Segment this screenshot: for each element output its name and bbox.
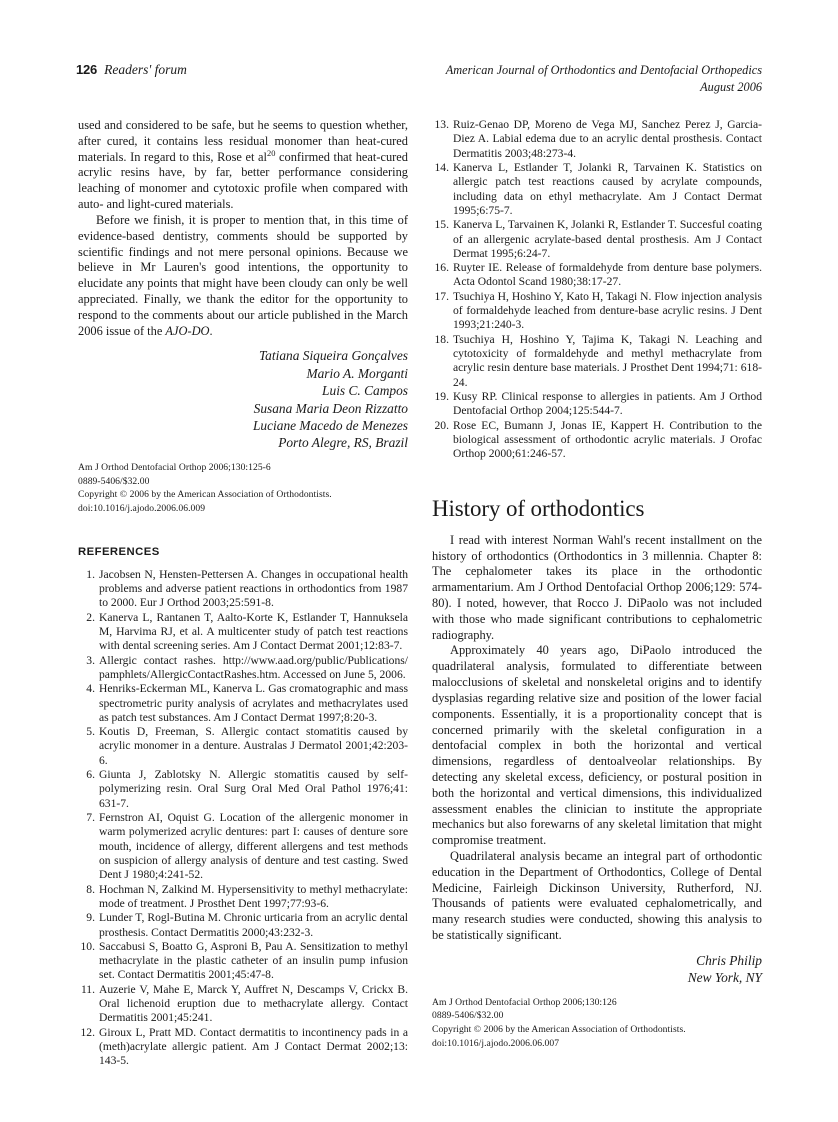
citation-line: Am J Orthod Dentofacial Orthop 2006;130:125-6 (78, 461, 271, 473)
reference-item (432, 290, 762, 333)
reference-text: Jacobsen N, Hensten-Pettersen A. Changes in occupational health problems and adverse patient reactions in orthodontics from 1987 to 2000. Eur J Orthod 2003;25:591-8. (99, 567, 408, 610)
reference-text: Auzerie V, Mahe E, Marck Y, Auffret N, Descamps V, Crickx B. Oral lichenoid eruption due to methacrylate allergy. Contact Dermatitis 2001;45:241. (99, 982, 408, 1025)
citation-line: Am J Orthod Dentofacial Orthop 2006;130:126 (432, 996, 617, 1008)
reference-text: Kanerva L, Tarvainen K, Jolanki R, Estlander T. Succesful coating of an allergenic acrylate-based dental prosthesis. Am J Contact Dermat 1995;6:24-7. (453, 218, 762, 260)
reference-text: Giroux L, Pratt MD. Contact dermatitis to incontinency pads in a (meth)acrylate allergic patient. Am J Contact Dermat 2002;13: 143-5. (99, 1025, 408, 1068)
reference-text: Allergic contact rashes. http://www.aad.org/public/Publications/ pamphlets/AllergicContactRashes.htm. Accessed on June 5, 2006. (99, 653, 408, 681)
reference-text: Hochman N, Zalkind M. Hypersensitivity to methyl methacrylate: mode of treatment. J Prosthet Dent 1997;77:93-6. (99, 882, 408, 910)
reference-item (432, 118, 762, 161)
reference-text: Giunta J, Zablotsky N. Allergic stomatitis caused by self-polymerizing resin. Oral Surg Oral Med Oral Pathol 1976;41: 631-7. (99, 768, 408, 810)
reference-item (78, 940, 408, 983)
body-paragraph: I read with interest Norman Wahl's recent installment on the history of orthodontics (Orthodontics in 3 millennia. Chapter 8: The cephalometer takes its place in the orthodontic armamentarium. Am J Orthod Dentofacial Orthop 2006;129: 574-80). I noted, however, that Rocco J. DiPaolo was not included with those who made significant contributions to cephalometric radiography. (432, 532, 762, 642)
reference-item (78, 682, 408, 725)
reference-list-continued (432, 118, 762, 462)
imprint-block (432, 996, 762, 1050)
reference-text: Rose EC, Bumann J, Jonas IE, Kappert H. Contribution to the biological assessment of orthodontic acrylic materials. J Orofac Orthop 2000;61:246-57. (453, 418, 762, 461)
reference-number: 2. (86, 610, 95, 624)
reference-number: 8. (86, 882, 95, 896)
doi-line: doi:10.1016/j.ajodo.2006.06.009 (78, 502, 206, 514)
reference-number: 19. (434, 389, 449, 403)
signature-line: Susana Maria Deon Rizzatto (253, 400, 408, 416)
reference-item (432, 261, 762, 290)
reference-item (78, 725, 408, 768)
body-paragraph: Quadrilateral analysis became an integral part of orthodontic education in the Department of Orthodontics, College of Dental Medicine, Fairleigh Dickinson University, Rutherford, NJ. Thousands of patients were evaluated cephalometrically, and many research studies were conducted, showing this analysis to be statistically significant. (432, 849, 762, 943)
reference-text: Kanerva L, Rantanen T, Aalto-Korte K, Estlander T, Hannuksela M, Harvima RJ, et al. A multicenter study of patch test reactions with dental screening series. Am J Contact Dermat 2001;12:83-7. (99, 610, 408, 653)
doi-line: doi:10.1016/j.ajodo.2006.06.007 (432, 1037, 560, 1049)
signature-line: Chris Philip (696, 952, 762, 968)
copyright-line: Copyright © 2006 by the American Association of Orthodontists. (78, 489, 332, 501)
signature-line: Luciane Macedo de Menezes (252, 418, 408, 434)
references-heading: REFERENCES (78, 546, 160, 559)
reference-item (78, 654, 408, 683)
journal-abbrev: AJO-DO (165, 323, 210, 338)
reference-text: Fernstron AI, Oquist G. Location of the allergenic monomer in warm polymerized acrylic dentures: part I: causes of denture sore mouth, incidence of allergy, different allergens and test methods on suspicion of allergy analysis of denture and test casting. Swed Dent J 1980;4:241-52. (99, 811, 408, 882)
reference-text: Kanerva L, Estlander T, Jolanki R, Tarvainen K. Statistics on allergic patch test reactions caused by acrylate compounds, including data on ethyl methacrylate. Am J Contact Dermat 1995;6:75-7. (453, 160, 762, 217)
signature-line: Tatiana Siqueira Gonçalves (258, 348, 408, 364)
reference-number: 4. (86, 682, 95, 696)
reference-item (78, 983, 408, 1026)
reference-item (78, 883, 408, 912)
reference-text: Henriks-Eckerman ML, Kanerva L. Gas cromatographic and mass spectrometric purity analysis of acrylates and methacrylates used as patch test substances. Am J Contact Dermat 1997;8:20-3. (99, 682, 408, 724)
issn-price-line: 0889-5406/$32.00 (78, 475, 150, 487)
paragraph-text-end: . (209, 323, 213, 338)
reference-item (432, 390, 762, 419)
author-signature (432, 952, 762, 987)
imprint-block (78, 461, 408, 515)
reference-item (432, 161, 762, 218)
reference-number: 10. (80, 939, 95, 953)
signature-line: Mario A. Morganti (306, 365, 408, 381)
running-head (76, 62, 762, 97)
reference-item (78, 911, 408, 940)
reference-number: 13. (434, 118, 449, 131)
reference-number: 18. (434, 332, 449, 346)
issue-date: August 2006 (700, 80, 762, 95)
running-head-left (76, 62, 187, 78)
reference-text: Lunder T, Rogl-Butina M. Chronic urticaria from an acrylic dental prosthesis. Contact Dermatitis 2000;43:232-3. (99, 911, 408, 939)
reference-text: Saccabusi S, Boatto G, Asproni B, Pau A. Sensitization to methyl methacrylate in the plastic catheter of an insulin pump infusion set. Contact Dermatitis 2001;45:47-8. (99, 939, 408, 982)
article-title: History of orthodontics (432, 495, 645, 521)
page-number: 126 (76, 62, 98, 77)
reference-number: 16. (434, 261, 449, 275)
paragraph-text: used and considered to be safe, but he seems to question whether, after cured, it contains less residual monomer than heat-cured materials. In regard to this, Rose et al (78, 118, 408, 164)
reference-text: Tsuchiya H, Hoshino Y, Tajima K, Takagi N. Leaching and cytotoxicity of formaldehyde and methyl methacrylate from acrylic resin denture base materials. J Prosthet Dent 1994;71: 618-24. (453, 332, 762, 389)
reference-item (78, 768, 408, 811)
article-history-of-orthodontics (432, 496, 762, 1051)
section-title: Readers' forum (104, 62, 187, 77)
reference-number: 11. (80, 982, 95, 996)
left-column (78, 118, 408, 1069)
reference-number: 15. (434, 218, 449, 232)
signature-location: New York, NY (687, 970, 762, 986)
reference-item (78, 811, 408, 883)
reference-item (78, 1026, 408, 1069)
signature-location: Porto Alegre, RS, Brazil (278, 435, 408, 451)
reference-number: 17. (434, 289, 449, 303)
reference-superscript: 20 (266, 147, 276, 158)
right-column (432, 118, 762, 1050)
issn-price-line: 0889-5406/$32.00 (432, 1010, 504, 1022)
reference-list (78, 568, 408, 1069)
running-head-right (446, 62, 762, 97)
reference-item (432, 218, 762, 261)
reference-item (432, 419, 762, 462)
signature-line: Luis C. Campos (322, 383, 408, 399)
reference-item (78, 611, 408, 654)
reference-number: 7. (86, 811, 95, 825)
reference-item (432, 333, 762, 390)
reference-number: 9. (86, 911, 95, 925)
reference-number: 1. (86, 567, 95, 581)
reference-text: Ruiz-Genao DP, Moreno de Vega MJ, Sanchez Perez J, Garcia-Diez A. Labial edema due to an acrylic dental prosthesis. Contact Dermatitis 2003;48:273-4. (453, 118, 762, 160)
reference-text: Ruyter IE. Release of formaldehyde from denture base polymers. Acta Odontol Scand 1980;38:17-27. (453, 261, 762, 289)
body-paragraph (78, 213, 408, 340)
paragraph-text-cont: confirmed that heat-cured acrylic resins have, by far, better performance considering leaching of monomer and cytotoxic profile when compared with auto- and light-cured materials. (78, 149, 408, 212)
reference-number: 6. (86, 768, 95, 782)
copyright-line: Copyright © 2006 by the American Association of Orthodontists. (432, 1023, 686, 1035)
reference-text: Kusy RP. Clinical response to allergies in patients. Am J Orthod Dentofacial Orthop 2004;125:544-7. (453, 389, 762, 418)
reference-number: 12. (80, 1025, 95, 1039)
author-signature (78, 347, 408, 452)
body-paragraph: Approximately 40 years ago, DiPaolo introduced the quadrilateral analysis, formulated to differentiate between malocclusions of skeletal and nonskeletal origins and to identify dysplasias regarding relative size and position of the lower facial components. Essentially, it is a proportionality concept that is concerned primarily with the skeletal configuration in a dentofacial complex in both the horizontal and vertical dimensions, regardless of dentoalveolar relationships. By detecting any skeletal excess, deficiency, or postural position in both the horizontal and vertical dimensions, this individualized assessment enables the clinician to institute the appropriate mechanics but also forewarns of any skeletal limitation that might compromise treatment. (432, 643, 762, 848)
body-paragraph (78, 118, 408, 213)
reference-item (78, 568, 408, 611)
paragraph-text: Before we finish, it is proper to mention that, in this time of evidence-based dentistry, comments should be supported by scientific findings and not mere personal opinions. Because we believe in Mr Lauren's good intentions, the opportunity to elucidate any points that might have been cloudy can only be well appreciated. Finally, we thank the editor for the opportunity to respond to the comments about our article published in the March 2006 issue of the (78, 212, 408, 338)
reference-number: 20. (434, 418, 449, 432)
journal-name: American Journal of Orthodontics and Dentofacial Orthopedics (445, 63, 762, 77)
reference-text: Koutis D, Freeman, S. Allergic contact stomatitis caused by acrylic monomer in a denture. Australas J Dermatol 2001;42:203-6. (99, 725, 408, 767)
reference-number: 5. (86, 725, 95, 739)
reference-text: Tsuchiya H, Hoshino Y, Kato H, Takagi N. Flow injection analysis of formaldehyde leached from denture-base acrylic resins. J Dent 1993;21:240-3. (453, 289, 762, 332)
reference-number: 14. (434, 160, 449, 174)
reference-number: 3. (86, 653, 95, 667)
